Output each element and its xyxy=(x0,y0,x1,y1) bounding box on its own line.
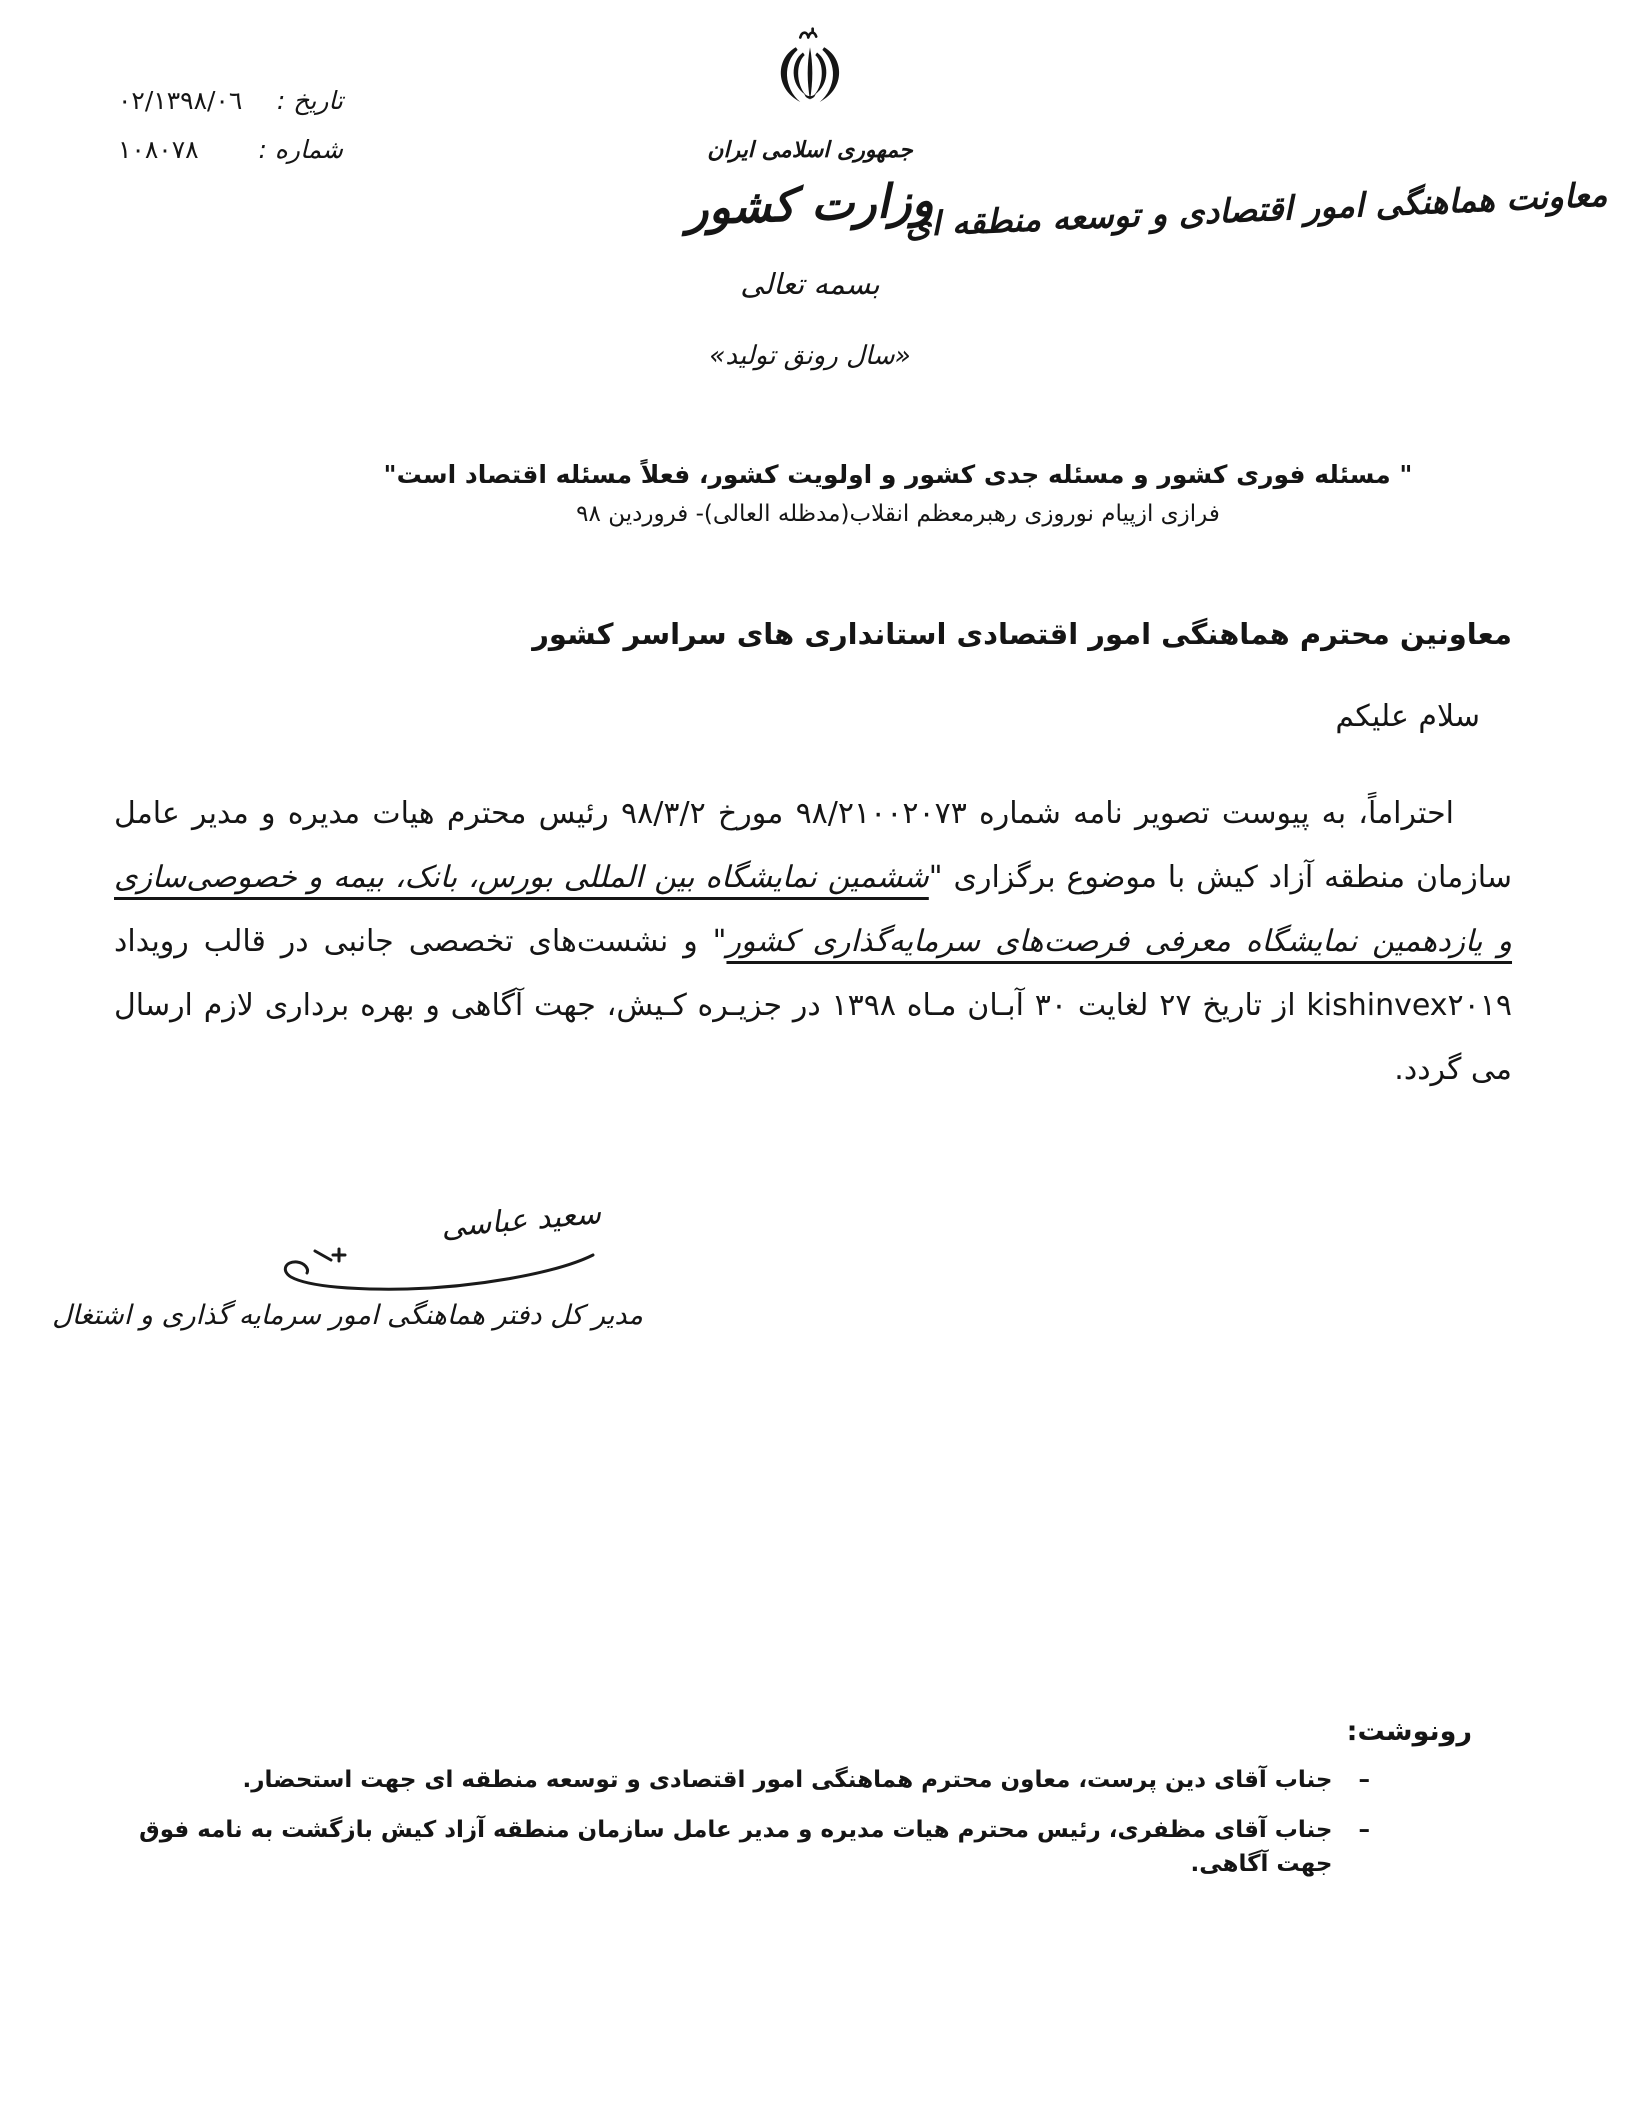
copies-section xyxy=(110,1716,1472,1897)
copies-item xyxy=(110,1813,1370,1881)
ministry-title: وزارت کشور xyxy=(685,172,935,236)
copies-list xyxy=(110,1763,1472,1881)
copies-item-text: جناب آقای مظفری، رئیس محترم هیات مدیره و مدیر عامل سازمان منطقه آزاد کیش بازگشت به نامه فوق جهت آگاهی. xyxy=(139,1817,1333,1877)
copies-item-text: جناب آقای دین پرست، معاون محترم هماهنگی امور اقتصادی و توسعه منطقه ای جهت استحضار. xyxy=(242,1767,1333,1793)
leader-quote xyxy=(384,460,1413,527)
quote-line-1: " مسئله فوری کشور و مسئله جدی کشور و اولویت کشور، فعلاً مسئله اقتصاد است" xyxy=(383,460,1413,489)
date-value: ۱۳۹۸/۰٦/۰۲ xyxy=(118,86,243,115)
letter-body xyxy=(114,782,1512,1102)
dash-bullet: – xyxy=(1358,1767,1370,1793)
date-label: تاریخ : xyxy=(276,86,343,115)
besmellah-text: بسمه تعالی xyxy=(740,267,880,301)
iran-emblem-icon xyxy=(754,26,866,132)
addressee-line: معاونین محترم هماهنگی امور اقتصادی استانداری های سراسر کشور xyxy=(532,617,1512,651)
copies-item xyxy=(110,1763,1370,1797)
signer-name: سعید عباسی xyxy=(439,1196,603,1245)
body-part-1: احتراماً، به پیوست تصویر نامه شماره ۹۸/۲۱۰۰۲۰۷۳ مورخ ۹۸/۳/۲ رئیس محترم هیات مدیره و مدیر عامل سازمان منطقه آزاد کیش با موضوع برگزاری " xyxy=(114,796,1512,895)
signer-title: مدیر کل دفتر هماهنگی امور سرمایه گذاری و اشتغال xyxy=(52,1300,643,1331)
signature-block xyxy=(52,1196,643,1378)
body-part-2: " و نشست‌های تخصصی جانبی در قالب رویداد kishinvex۲۰۱۹ از تاریخ ۲۷ لغایت ۳۰ آبـان مـاه ۱۳۹۸ در جزیـره کـیش، جهت آگاهی و بهره برداری لازم ارسال می گردد. xyxy=(114,924,1512,1087)
number-value: ۱۰۸۰۷۸ xyxy=(118,135,199,164)
salutation-text: سلام علیکم xyxy=(1335,699,1480,734)
copies-label: رونوشت: xyxy=(1346,1716,1472,1747)
year-slogan: «سال رونق تولید» xyxy=(709,341,911,371)
exhibition-title: ششمین نمایشگاه بین المللی بورس، بانک، بیمه و خصوصی‌سازی و یازدهمین نمایشگاه معرفی فرصت‌های سرمایه‌گذاری کشور xyxy=(114,860,1513,959)
deputy-title: معاونت هماهنگی امور اقتصادی و توسعه منطقه ای xyxy=(904,174,1609,245)
republic-title: جمهوری اسلامی ایران xyxy=(707,138,913,163)
dash-bullet: – xyxy=(1358,1817,1370,1843)
number-label: شماره : xyxy=(258,135,343,164)
quote-line-2: فرازی ازپیام نوروزی رهبرمعظم انقلاب(مدظله العالی)- فروردین ۹۸ xyxy=(576,501,1220,527)
